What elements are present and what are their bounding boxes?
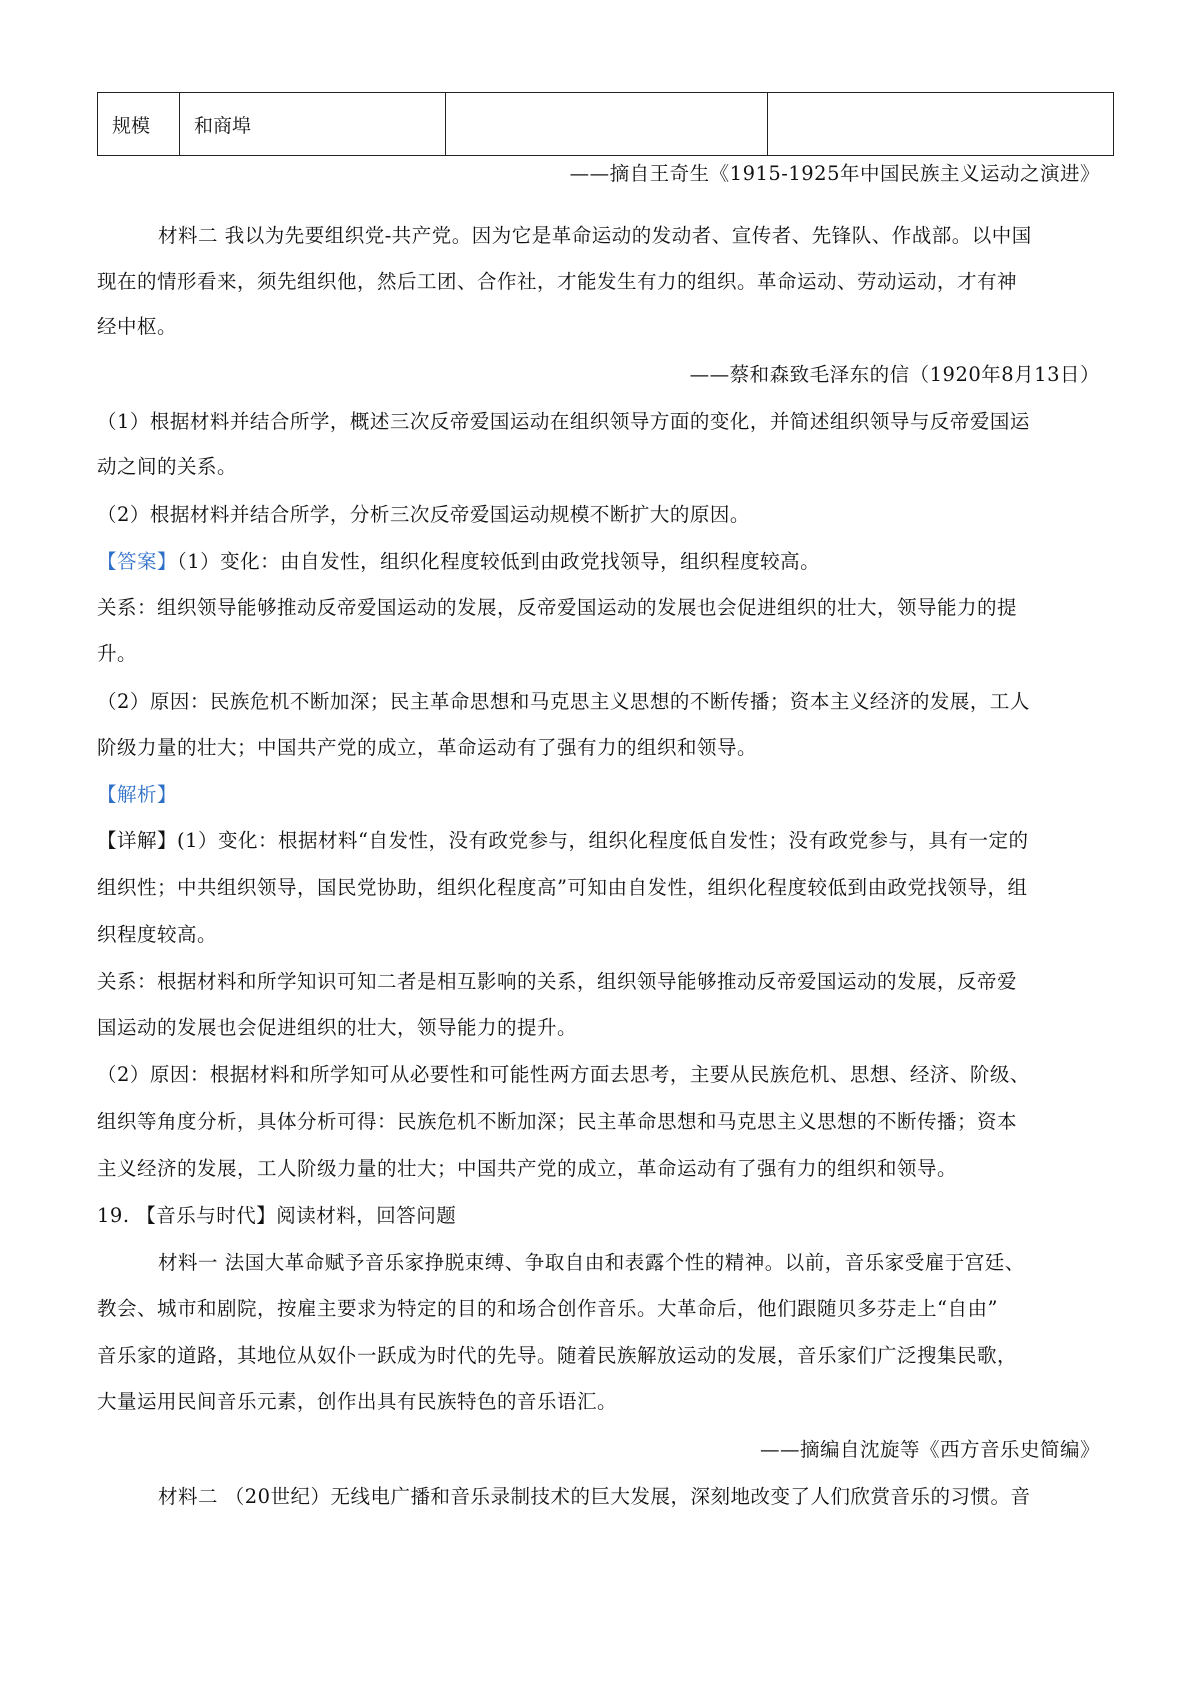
question-title: 19. 【音乐与时代】阅读材料，回答问题 [97, 1204, 457, 1227]
material-line: 材料二 （20世纪）无线电广播和音乐录制技术的巨大发展，深刻地改变了人们欣赏音乐的习惯。音 [158, 1485, 1031, 1508]
answer-text: （1）变化：由自发性，组织化程度较低到由政党找领导，组织程度较高。 [177, 550, 821, 573]
analysis-line: （2）原因：根据材料和所学知可从必要性和可能性两方面去思考，主要从民族危机、思想、经济、阶级、 [97, 1063, 1030, 1086]
question-line: （2）根据材料并结合所学，分析三次反帝爱国运动规模不断扩大的原因。 [97, 503, 750, 526]
table-cell: 规模 [98, 93, 180, 156]
material-line: 材料二 我以为先要组织党-共产党。因为它是革命运动的发动者、宣传者、先锋队、作战部。以中国 [158, 224, 1032, 247]
answer-line [97, 546, 820, 574]
analysis-line: 关系：根据材料和所学知识可知二者是相互影响的关系，组织领导能够推动反帝爱国运动的发展，反帝爱 [97, 970, 1018, 993]
material-line: 教会、城市和剧院，按雇主要求为特定的目的和场合创作音乐。大革命后，他们跟随贝多芬走上“自由” [97, 1297, 998, 1320]
source-citation: ——摘编自沈旋等《西方音乐史简编》 [759, 1438, 1100, 1461]
table-cell [768, 93, 1114, 156]
comparison-table-fragment [97, 92, 1114, 156]
analysis-label: 【解析】 [97, 783, 178, 806]
source-citation: ——蔡和森致毛泽东的信（1920年8月13日） [689, 363, 1100, 386]
table-row [98, 93, 1114, 156]
answer-line: 关系：组织领导能够推动反帝爱国运动的发展，反帝爱国运动的发展也会促进组织的壮大，领导能力的提 [97, 596, 1018, 619]
material-line: 材料一 法国大革命赋予音乐家挣脱束缚、争取自由和表露个性的精神。以前，音乐家受雇于宫廷、 [158, 1251, 1025, 1274]
material-line: 经中枢。 [97, 315, 178, 338]
material-line: 大量运用民间音乐元素，创作出具有民族特色的音乐语汇。 [97, 1390, 618, 1413]
material-line: 音乐家的道路，其地位从奴仆一跃成为时代的先导。随着民族解放运动的发展，音乐家们广泛搜集民歌， [97, 1344, 1018, 1367]
analysis-line: 组织等角度分析，具体分析可得：民族危机不断加深；民主革命思想和马克思主义思想的不断传播；资本 [97, 1110, 1018, 1133]
answer-line: 升。 [97, 642, 138, 665]
question-line: （1）根据材料并结合所学，概述三次反帝爱国运动在组织领导方面的变化，并简述组织领导与反帝爱国运 [97, 410, 1030, 433]
answer-line: 阶级力量的壮大；中国共产党的成立，革命运动有了强有力的组织和领导。 [97, 736, 758, 759]
analysis-line: 国运动的发展也会促进组织的壮大，领导能力的提升。 [97, 1016, 578, 1039]
source-citation: ——摘自王奇生《1915-1925年中国民族主义运动之演进》 [569, 162, 1100, 185]
table-cell: 和商埠 [180, 93, 446, 156]
question-line: 动之间的关系。 [97, 455, 238, 478]
material-line: 现在的情形看来，须先组织他，然后工团、合作社，才能发生有力的组织。革命运动、劳动运动，才有神 [97, 270, 1018, 293]
analysis-line: 组织性；中共组织领导，国民党协助，组织化程度高”可知由自发性，组织化程度较低到由政党找领导，组 [97, 876, 1028, 899]
analysis-line: 织程度较高。 [97, 923, 218, 946]
analysis-line: 主义经济的发展，工人阶级力量的壮大；中国共产党的成立，革命运动有了强有力的组织和领导。 [97, 1157, 958, 1180]
analysis-line: 【详解】(1）变化：根据材料“自发性，没有政党参与，组织化程度低自发性；没有政党参与，具有一定的 [97, 829, 1029, 852]
answer-line: （2）原因：民族危机不断加深；民主革命思想和马克思主义思想的不断传播；资本主义经济的发展，工人 [97, 690, 1030, 713]
table-cell [446, 93, 768, 156]
answer-label: 【答案】 [97, 550, 178, 573]
